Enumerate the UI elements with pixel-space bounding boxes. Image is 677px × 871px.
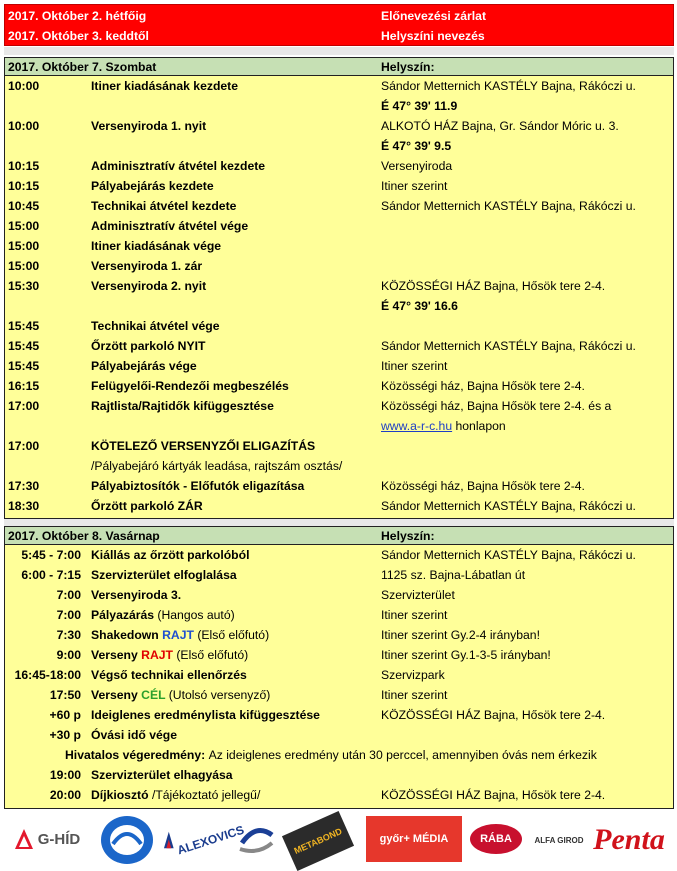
sponsor-logo-g xyxy=(234,824,278,856)
row-time: 10:15 xyxy=(8,179,40,193)
sponsor-logos xyxy=(0,812,677,868)
location-text: Sándor Metternich KASTÉLY Bajna, Rákóczi u. xyxy=(381,339,636,353)
schedule-row xyxy=(5,645,673,665)
sponsor-name: győr+ MÉDIA xyxy=(379,833,449,845)
day-title: 2017. Október 8. Vasárnap xyxy=(8,529,160,543)
row-event xyxy=(91,605,235,625)
row-location xyxy=(381,116,619,136)
sponsor-name: RÁBA xyxy=(480,833,512,845)
schedule-row xyxy=(5,765,673,785)
sponsor-name: ALEXOVICS xyxy=(175,822,246,858)
row-location xyxy=(381,156,452,176)
row-location: Szervizterület xyxy=(381,588,455,602)
event-name: Versenyiroda 3. xyxy=(91,588,182,602)
event-name: Hivatalos végeredmény: xyxy=(65,748,206,762)
schedule-row xyxy=(5,545,673,565)
schedule-row xyxy=(5,156,673,176)
row-location xyxy=(381,176,447,196)
location-text: Sándor Metternich KASTÉLY Bajna, Rákóczi u. xyxy=(381,199,636,213)
row-location: Szervizpark xyxy=(381,668,445,682)
schedule-row xyxy=(5,396,673,416)
row-event: Őrzött parkoló NYIT xyxy=(91,339,206,353)
row-location xyxy=(381,356,447,376)
schedule-row-continuation xyxy=(5,136,673,156)
row-event xyxy=(91,665,247,685)
schedule-row xyxy=(5,236,673,256)
row-time: 10:15 xyxy=(8,159,40,173)
row-time: +30 p xyxy=(49,728,81,742)
event-note: /Tájékoztató jellegű/ xyxy=(151,788,261,802)
location-text: Itiner szerint xyxy=(381,359,448,373)
event-tag: CÉL xyxy=(141,688,166,702)
sponsor-logo-metabond xyxy=(282,811,354,871)
event-name: Pályazárás xyxy=(91,608,155,622)
row-event: Itiner kiadásának vége xyxy=(91,239,222,253)
schedule-row xyxy=(5,116,673,136)
schedule-row xyxy=(5,336,673,356)
sunday-schedule xyxy=(4,526,674,809)
row-location: KÖZÖSSÉGI HÁZ Bajna, Hősök tere 2-4. xyxy=(381,788,606,802)
event-name: Végső technikai ellenőrzés xyxy=(91,668,247,682)
schedule-row-continuation xyxy=(5,416,673,436)
divider xyxy=(4,47,674,55)
schedule-row xyxy=(5,785,673,805)
row-time: 5:45 - 7:00 xyxy=(21,548,81,562)
row-location xyxy=(381,376,585,396)
row-event: Pályabejárás vége xyxy=(91,359,197,373)
schedule-row xyxy=(5,625,673,645)
row-event: Pályabejárás kezdete xyxy=(91,179,214,193)
event-name: Szervizterület elfoglalása xyxy=(91,568,237,582)
row-event xyxy=(91,585,181,605)
row-location xyxy=(381,196,636,216)
row-location: Itiner szerint Gy.2-4 irányban! xyxy=(381,628,540,642)
row-event: Versenyiroda 2. nyit xyxy=(91,279,207,293)
registration-band xyxy=(4,4,674,46)
row-event: Adminisztratív átvétel vége xyxy=(91,219,249,233)
event-name: Ideiglenes eredménylista kifüggesztése xyxy=(91,708,320,722)
sponsor-logo-ghid xyxy=(4,824,90,854)
event-name: Shakedown xyxy=(91,628,159,642)
event-name: Kiállás az őrzött parkolóból xyxy=(91,548,250,562)
row-location: Itiner szerint xyxy=(381,688,448,702)
sponsor-logo-alexovics xyxy=(163,820,245,860)
row-location xyxy=(381,336,636,356)
schedule-row xyxy=(5,685,673,705)
registration-date: 2017. Október 3. keddtől xyxy=(8,29,149,43)
row-location: Itiner szerint xyxy=(381,608,448,622)
row-time: 18:30 xyxy=(8,499,40,513)
row-time: 15:00 xyxy=(8,219,40,233)
row-event xyxy=(91,545,249,565)
saturday-schedule xyxy=(4,57,674,519)
row-time: 7:00 xyxy=(56,588,81,602)
location-text: Közösségi ház, Bajna Hősök tere 2-4. xyxy=(381,479,585,493)
sunday-header xyxy=(5,527,673,545)
row-time: 7:00 xyxy=(56,608,81,622)
row-event: KÖTELEZŐ VERSENYZŐI ELIGAZÍTÁS xyxy=(91,439,316,453)
schedule-row xyxy=(5,565,673,585)
event-note: (Első előfutó) xyxy=(176,648,249,662)
location-text: Sándor Metternich KASTÉLY Bajna, Rákóczi u. xyxy=(381,79,636,93)
row-location xyxy=(381,276,605,296)
registration-text: Előnevezési zárlat xyxy=(381,9,486,23)
event-name: Verseny xyxy=(91,648,138,662)
day-title: 2017. Október 7. Szombat xyxy=(8,60,157,74)
row-time: 15:45 xyxy=(8,339,40,353)
rally-badge-icon xyxy=(99,814,155,866)
row-event xyxy=(91,565,237,585)
event-note: (Első előfutó) xyxy=(197,628,270,642)
row-event xyxy=(91,705,320,725)
row-time: 16:45-18:00 xyxy=(14,668,81,682)
alexovics-mark-icon xyxy=(163,823,174,857)
row-time: 17:50 xyxy=(49,688,81,702)
schedule-row xyxy=(5,196,673,216)
row-time: 7:30 xyxy=(56,628,81,642)
schedule-row xyxy=(5,745,673,765)
row-time: 10:45 xyxy=(8,199,40,213)
sponsor-name: Penta xyxy=(593,823,665,856)
schedule-row xyxy=(5,356,673,376)
schedule-row xyxy=(5,605,673,625)
row-coordinates: É 47° 39' 11.9 xyxy=(381,99,458,113)
row-event: Felügyelői-Rendezői megbeszélés xyxy=(91,379,289,393)
location-text: Közösségi ház, Bajna Hősök tere 2-4. és a xyxy=(381,399,612,413)
row-time: 15:00 xyxy=(8,239,40,253)
row-time: 10:00 xyxy=(8,119,40,133)
schedule-row xyxy=(5,376,673,396)
row-event xyxy=(91,685,270,705)
schedule-row xyxy=(5,665,673,685)
location-text: KÖZÖSSÉGI HÁZ Bajna, Hősök tere 2-4. xyxy=(381,279,606,293)
row-location xyxy=(381,496,636,516)
schedule-row xyxy=(5,585,673,605)
row-location: 1125 sz. Bajna-Lábatlan út xyxy=(381,568,526,582)
row-time: 9:00 xyxy=(56,648,81,662)
sponsor-name: ALFA GIROD xyxy=(534,835,584,845)
event-note: (Hangos autó) xyxy=(157,608,235,622)
row-event: Technikai átvétel kezdete xyxy=(91,199,237,213)
schedule-row-continuation xyxy=(5,456,673,476)
location-text: Közösségi ház, Bajna Hősök tere 2-4. xyxy=(381,379,585,393)
schedule-row xyxy=(5,76,673,96)
row-event xyxy=(91,645,248,665)
row-location: KÖZÖSSÉGI HÁZ Bajna, Hősök tere 2-4. xyxy=(381,708,606,722)
registration-date: 2017. Október 2. hétfőig xyxy=(8,9,147,23)
registration-row xyxy=(8,6,668,26)
row-time: 20:00 xyxy=(49,788,81,802)
sunday-rows xyxy=(5,545,673,805)
row-event-note: /Pályabejáró kártyák leadása, rajtszám osztás/ xyxy=(91,459,343,473)
row-location: Sándor Metternich KASTÉLY Bajna, Rákóczi u. xyxy=(381,548,636,562)
row-location xyxy=(381,396,611,416)
location-text: Itiner szerint xyxy=(381,179,448,193)
g-swoosh-icon xyxy=(236,825,276,855)
row-location: Itiner szerint Gy.1-3-5 irányban! xyxy=(381,648,551,662)
row-time: 17:00 xyxy=(8,439,40,453)
location-header: Helyszín: xyxy=(381,529,435,543)
row-time: 15:00 xyxy=(8,259,40,273)
sponsor-logo-gyor-media xyxy=(366,816,462,862)
sponsor-name: METABOND xyxy=(292,825,344,857)
registration-text: Helyszíni nevezés xyxy=(381,29,485,43)
schedule-row xyxy=(5,316,673,336)
event-name: Díjkiosztó xyxy=(91,788,149,802)
event-name: Szervizterület elhagyása xyxy=(91,768,233,782)
sponsor-logo-alfa-girod xyxy=(534,828,584,852)
event-tag: RAJT xyxy=(141,648,173,662)
saturday-rows xyxy=(5,76,673,516)
schedule-row xyxy=(5,176,673,196)
schedule-row-continuation xyxy=(5,96,673,116)
row-coordinates: É 47° 39' 16.6 xyxy=(381,299,458,313)
sponsor-logo-round xyxy=(96,814,158,866)
row-event: Itiner kiadásának kezdete xyxy=(91,79,238,93)
event-note: (Utolsó versenyző) xyxy=(168,688,271,702)
location-header: Helyszín: xyxy=(381,60,435,74)
row-event: Technikai átvétel vége xyxy=(91,319,220,333)
link-suffix: honlapon xyxy=(452,419,506,433)
row-time: 15:30 xyxy=(8,279,40,293)
row-time: 6:00 - 7:15 xyxy=(21,568,81,582)
row-time: 10:00 xyxy=(8,79,40,93)
schedule-row xyxy=(5,476,673,496)
saturday-header xyxy=(5,58,673,76)
event-name: Óvási idő vége xyxy=(91,728,178,742)
row-time: 16:15 xyxy=(8,379,40,393)
schedule-row xyxy=(5,256,673,276)
row-location xyxy=(381,76,636,96)
row-coordinates: É 47° 39' 9.5 xyxy=(381,139,452,153)
schedule-row xyxy=(5,496,673,516)
row-time: 15:45 xyxy=(8,359,40,373)
schedule-row xyxy=(5,276,673,296)
schedule-row-continuation xyxy=(5,296,673,316)
location-text: Versenyiroda xyxy=(381,159,453,173)
schedule-row xyxy=(5,705,673,725)
sponsor-logo-penta xyxy=(586,816,672,864)
row-time: +60 p xyxy=(49,708,81,722)
row-event: Őrzött parkoló ZÁR xyxy=(91,499,203,513)
ghid-mark-icon xyxy=(14,828,34,850)
schedule-row xyxy=(5,725,673,745)
schedule-row xyxy=(5,216,673,236)
event-name: Verseny xyxy=(91,688,138,702)
location-text: ALKOTÓ HÁZ Bajna, Gr. Sándor Móric u. 3. xyxy=(381,119,619,133)
row-event xyxy=(91,785,260,805)
row-event xyxy=(65,745,597,765)
row-location xyxy=(381,476,585,496)
row-event: Rajtlista/Rajtidők kifüggesztése xyxy=(91,399,274,413)
row-time: 17:30 xyxy=(8,479,40,493)
sponsor-name: G-HÍD xyxy=(37,830,81,848)
row-event: Versenyiroda 1. nyit xyxy=(91,119,207,133)
row-event xyxy=(91,725,177,745)
sponsor-logo-raba xyxy=(470,824,522,854)
event-note: Az ideiglenes eredmény után 30 perccel, amennyiben óvás nem érkezik xyxy=(208,748,597,762)
registration-row xyxy=(8,26,668,46)
schedule-row xyxy=(5,436,673,456)
row-event: Adminisztratív átvétel kezdete xyxy=(91,159,266,173)
row-time: 15:45 xyxy=(8,319,40,333)
event-tag: RAJT xyxy=(162,628,194,642)
row-event: Pályabiztosítók - Előfutók eligazítása xyxy=(91,479,305,493)
location-text: Sándor Metternich KASTÉLY Bajna, Rákóczi u. xyxy=(381,499,636,513)
row-event xyxy=(91,765,233,785)
row-event xyxy=(91,625,269,645)
row-time: 17:00 xyxy=(8,399,40,413)
website-link[interactable]: www.a-r-c.hu xyxy=(381,419,453,433)
row-time: 19:00 xyxy=(49,768,81,782)
row-location xyxy=(381,416,506,436)
row-event: Versenyiroda 1. zár xyxy=(91,259,203,273)
